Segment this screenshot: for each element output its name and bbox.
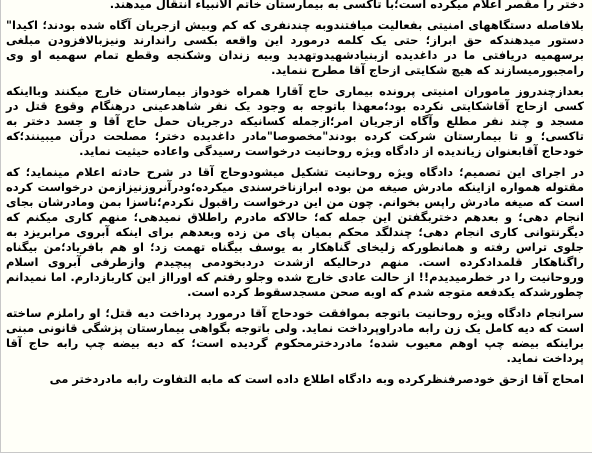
paragraph-4: در اجرای این تصمیم؛ دادگاه ویژه روحانیت تشکیل میشودوحاج آقا در شرح حادثه اعلام مینماید؛ که مقتوله همواره ازاینکه مادرش صیغه من بوده ابرازناخرسندی میکرده؛ودرآنروزنیزازمن درخواست کرده است که صیغه مادرش راپس بخوانم. چون من این درخواست راقبول نکردم؛ناسزا بمن ومادرشان بجای انجام دهی؛ و بعدهم دختربگفتن این جمله که؛ حالاکه مادرم راطلاق نمیدهی؛ منهم کاری میکنم که دیگرنتوانی کاری انجام دهی؛ چندلگد محکم بمیان پای من زده وبعدهم برای اینکه آبروی مرابریزد به جلوی تراس رفته و همانطورکه زلیخای گناهکار به یوسف بیگناه تهمت زد؛ او هم بافریاد؛من بیگناه راگناهکار قلمدادکرده است. منهم درحالیکه ازشدت دردبخودمی پیچیدم وازطرفی آبروی اسلام وروحانیت را در خطرمیدیدم!! از حالت عادی خارج شده وجلو رفتم که اورااز این کاربازدارم. اما نمیدانم چطورشدکه یکدفعه متوجه شدم که اوبه صحن مسجدسقوط کرده است. xyxy=(6,165,584,299)
paragraph-1: دختر را مقصر اعلام میکرده است؛با تاکسی به بیمارستان خاتم الانبیاء انتقال میدهند. xyxy=(109,0,584,11)
paragraph-2: بلافاصله دستگاههای امنیتی بفعالیت میافتندوبه چندنفری که کم وبیش ازجریان آگاه شده بودند؛ اکیدا" دستور میدهندکه حق ابراز؛ حتی یک کلمه درمورد این واقعه بکسی راندارند ونیزبالافزودن مبلغی برسهمیه دریافتی ما در داغدیده ازبنیادشهیدوتهدید وبیه زندان وشکنجه وقطع تمام سهمیه او وی رامجبورمیسازند که هیچ شکایتی ازحاج آقا مطرح ننماید. xyxy=(6,18,584,77)
paragraph-6: امحاج آقا ازحق خودصرفنظرکرده وبه دادگاه اطلاع داده است که مابه التفاوت رابه مادردختر می xyxy=(49,372,584,386)
paragraph-5: سرانجام دادگاه ویژه روحانیت باتوجه بموافقت خودحاج آقا درمورد پرداخت دیه قتل؛ او راملزم ساخته است که دیه کامل یک زن رابه مادراوپرداخت نماید. ولی باتوجه بگواهی بیمارستان پزشگی قانونی مبنی براینکه بیضه چپ اوهم معیوب شده؛ مادردخترمحکوم گردیده است؛ که دیه بیضه چپ رابه حاج آقا پرداخت نماید. xyxy=(6,306,584,365)
paragraph-3: بعدازچندروز ماموران امنیتی پرونده بیماری حاج آقارا همراه خودواز بیمارستان خارج میکنند وبااینکه کسی ازحاج آقاشکایتی نکرده بود؛معهذا باتوجه به وجود یک نفر شاهدعینی درهنگام وقوع قتل در مسجد و چند نفر مطلع وآگاه ازجریان امر؛ازجمله کسانیکه درجریان حمل حاج آقا و جسد دختر به تاکسی؛ و تا بیمارستان شرکت کرده بودند"مخصوصا"مادر داغدیده دختر؛ مصلحت دراَن میبینند؛که خودحاج آقابعنوان زیاندیده از دادگاه ویژه روحانیت درخواست رسیدگی واعاده حیثیت نماید. xyxy=(6,84,584,158)
document-body xyxy=(6,0,584,393)
